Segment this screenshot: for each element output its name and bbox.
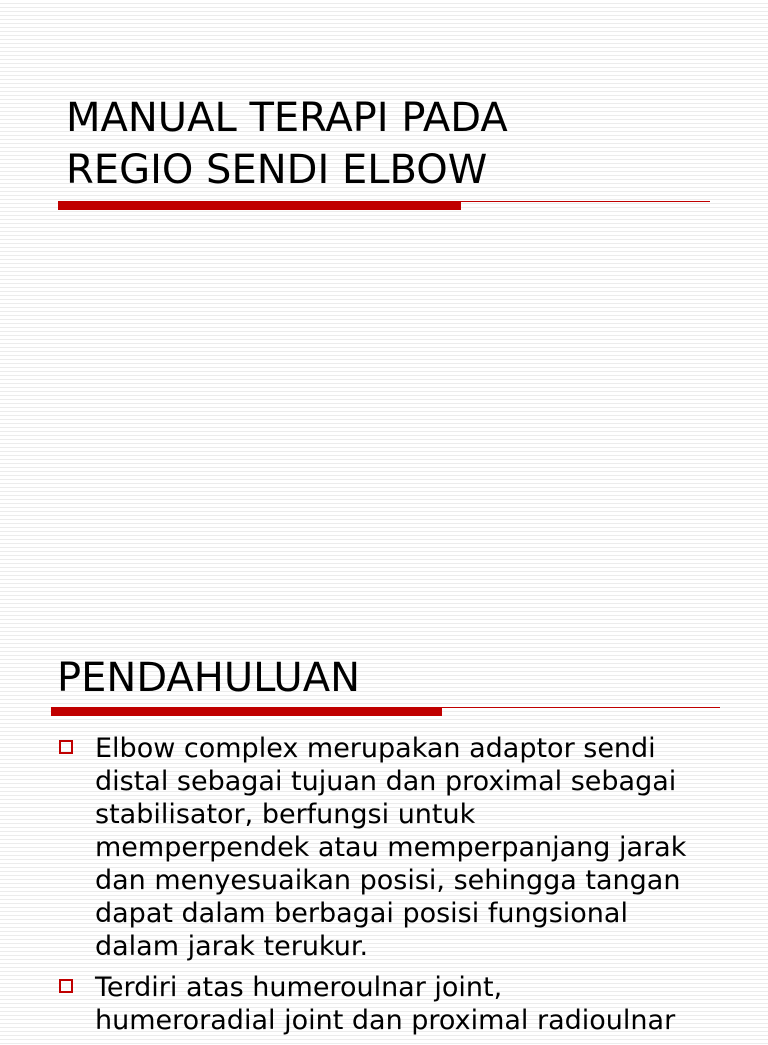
title-line-2: REGIO SENDI ELBOW — [66, 147, 488, 193]
bullet-line: humeroradial joint dan proximal radioulnar — [95, 1005, 676, 1036]
underline-thick — [51, 707, 442, 716]
slide-pendahuluan — [0, 640, 768, 1036]
bullet-line: dalam jarak terukur. — [95, 931, 369, 962]
bullet-item — [55, 732, 735, 963]
bullet-line: Elbow complex merupakan adaptor sendi — [95, 733, 656, 764]
bullet-item — [55, 971, 735, 1037]
bullet-list — [55, 732, 735, 1045]
bullet-line: dan menyesuaikan posisi, sehingga tangan — [95, 865, 681, 896]
bullet-line: distal sebagai tujuan dan proximal sebagai — [95, 766, 677, 797]
title-line-1: MANUAL TERAPI PADA — [66, 95, 508, 141]
bullet-line: Terdiri atas humeroulnar joint, — [95, 972, 503, 1003]
underline-thin — [442, 707, 720, 708]
bullet-line: stabilisator, berfungsi untuk — [95, 799, 476, 830]
bullet-line: memperpendek atau memperpanjang jarak — [95, 832, 687, 863]
section-heading: PENDAHULUAN — [57, 655, 360, 701]
underline-thick — [58, 201, 461, 210]
bullet-line: dapat dalam berbagai posisi fungsional — [95, 898, 628, 929]
title-underline — [58, 201, 710, 211]
underline-thin — [461, 201, 710, 202]
slide-title-heading — [66, 92, 726, 196]
square-bullet-icon — [59, 740, 73, 754]
square-bullet-icon — [59, 979, 73, 993]
heading-underline — [51, 707, 720, 717]
